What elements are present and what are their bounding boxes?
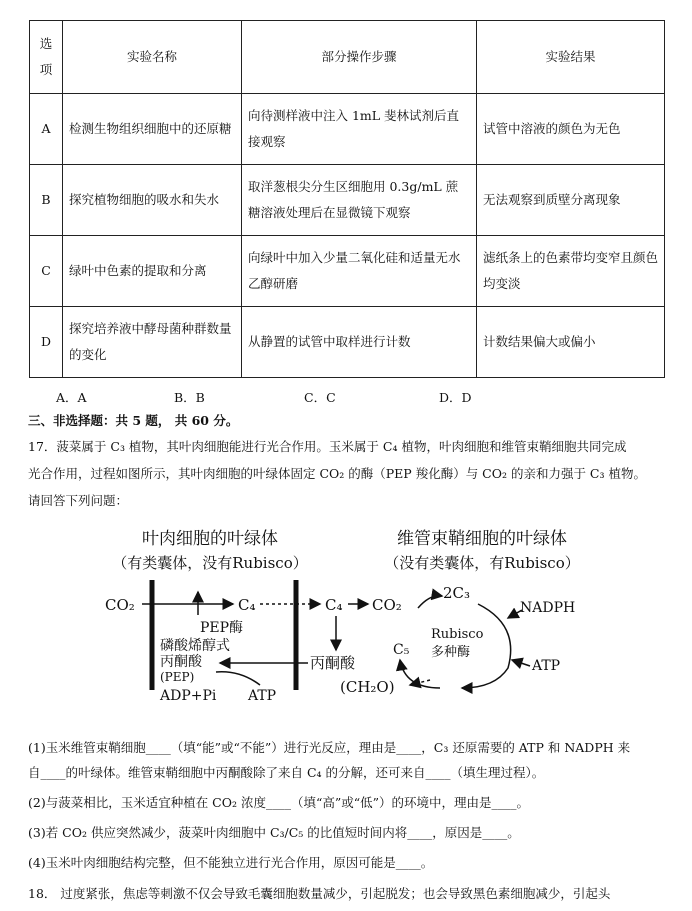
q18-line1: 18． 过度紧张，焦虑等刺激不仅会导致毛囊细胞数量减少，引起脱发；也会导致黑色素细胞减少，引起头 bbox=[28, 886, 611, 901]
row-result: 计数结果偏大或偏小 bbox=[477, 307, 665, 378]
row-result: 试管中溶液的颜色为无色 bbox=[477, 94, 665, 165]
c4-pathway-diagram bbox=[100, 520, 600, 710]
pep-label-line2: 丙酮酸 bbox=[160, 654, 202, 670]
q17-sub1-line2: 自____的叶绿体。维管束鞘细胞中丙酮酸除了来自 C₄ 的分解，还可来自____（填生理过程）。 bbox=[28, 765, 545, 780]
co2-right: CO₂ bbox=[372, 596, 402, 614]
q17-line3: 请回答下列问题： bbox=[28, 493, 129, 508]
rubisco-label: Rubisco bbox=[431, 627, 484, 642]
experiment-table bbox=[29, 20, 665, 378]
table-row bbox=[30, 165, 665, 236]
row-name: 绿叶中色素的提取和分离 bbox=[63, 236, 242, 307]
atp-right-label: ATP bbox=[532, 658, 561, 674]
section-heading: 三、非选择题：共 5 题， 共 60 分。 bbox=[28, 413, 239, 428]
left-title: 叶肉细胞的叶绿体 bbox=[142, 529, 278, 549]
q17-sub4: (4)玉米叶肉细胞结构完整，但不能独立进行光合作用，原因可能是____。 bbox=[28, 855, 434, 870]
header-name: 实验名称 bbox=[63, 21, 242, 94]
header-option: 选 项 bbox=[30, 21, 63, 94]
pep-label-line3: (PEP) bbox=[160, 670, 195, 684]
table-row bbox=[30, 236, 665, 307]
q17-line1: 17．菠菜属于 C₃ 植物，其叶肉细胞能进行光合作用。玉米属于 C₄ 植物，叶肉细胞和维管束鞘细胞共同完成 bbox=[28, 439, 627, 454]
q17-sub1-line1: (1)玉米维管束鞘细胞____（填“能”或“不能”）进行光反应，理由是____，C₃ 还原需要的 ATP 和 NADPH 来 bbox=[28, 740, 631, 755]
q17-sub2: (2)与菠菜相比，玉米适宜种植在 CO₂ 浓度____（填“高”或“低”）的环境中，理由是____。 bbox=[28, 795, 530, 810]
right-title: 维管束鞘细胞的叶绿体 bbox=[397, 529, 567, 549]
header-steps: 部分操作步骤 bbox=[242, 21, 477, 94]
choice-b: B．B bbox=[174, 390, 205, 405]
row-steps: 从静置的试管中取样进行计数 bbox=[242, 307, 477, 378]
row-option: A bbox=[30, 94, 63, 165]
row-steps: 向待测样液中注入 1mL 斐林试剂后直接观察 bbox=[242, 94, 477, 165]
table-row bbox=[30, 94, 665, 165]
row-result: 无法观察到质壁分离现象 bbox=[477, 165, 665, 236]
row-option: D bbox=[30, 307, 63, 378]
enzymes-label: 多种酶 bbox=[431, 645, 471, 660]
c3-label: 2C₃ bbox=[443, 584, 471, 602]
co2-left: CO₂ bbox=[105, 596, 135, 614]
choice-d: D．D bbox=[439, 390, 472, 405]
table-header-row bbox=[30, 21, 665, 94]
q17-sub3: (3)若 CO₂ 供应突然减少，菠菜叶肉细胞中 C₃/C₅ 的比值短时间内将____，原因是____。 bbox=[28, 825, 520, 840]
c5-label: C₅ bbox=[393, 642, 410, 658]
c4-right: C₄ bbox=[325, 596, 343, 614]
row-steps: 取洋葱根尖分生区细胞用 0.3g/mL 蔗糖溶液处理后在显微镜下观察 bbox=[242, 165, 477, 236]
nadph-label: NADPH bbox=[520, 600, 576, 616]
choice-c: C．C bbox=[304, 390, 336, 405]
pep-label-line1: 磷酸烯醇式 bbox=[160, 638, 230, 654]
atp-left-label: ATP bbox=[248, 688, 277, 704]
row-result: 滤纸条上的色素带均变窄且颜色均变淡 bbox=[477, 236, 665, 307]
header-result: 实验结果 bbox=[477, 21, 665, 94]
pep-enzyme-label: PEP酶 bbox=[200, 620, 244, 636]
adp-pi-label: ADP+Pi bbox=[160, 688, 217, 704]
row-option: B bbox=[30, 165, 63, 236]
ch2o-label: (CH₂O) bbox=[340, 678, 395, 696]
pyruvate-label: 丙酮酸 bbox=[310, 654, 356, 672]
choice-a: A．A bbox=[56, 390, 87, 405]
table-row bbox=[30, 307, 665, 378]
c4-left: C₄ bbox=[238, 596, 256, 614]
q17-line2: 光合作用，过程如图所示，其叶肉细胞的叶绿体固定 CO₂ 的酶（PEP 羧化酶）与 CO₂ 的亲和力强于 C₃ 植物。 bbox=[28, 466, 646, 481]
row-option: C bbox=[30, 236, 63, 307]
right-subtitle: （没有类囊体，有Rubisco） bbox=[384, 554, 580, 572]
row-name: 检测生物组织细胞中的还原糖 bbox=[63, 94, 242, 165]
row-name: 探究植物细胞的吸水和失水 bbox=[63, 165, 242, 236]
left-subtitle: （有类囊体，没有Rubisco） bbox=[112, 554, 308, 572]
row-name: 探究培养液中酵母菌种群数量的变化 bbox=[63, 307, 242, 378]
row-steps: 向绿叶中加入少量二氧化硅和适量无水乙醇研磨 bbox=[242, 236, 477, 307]
